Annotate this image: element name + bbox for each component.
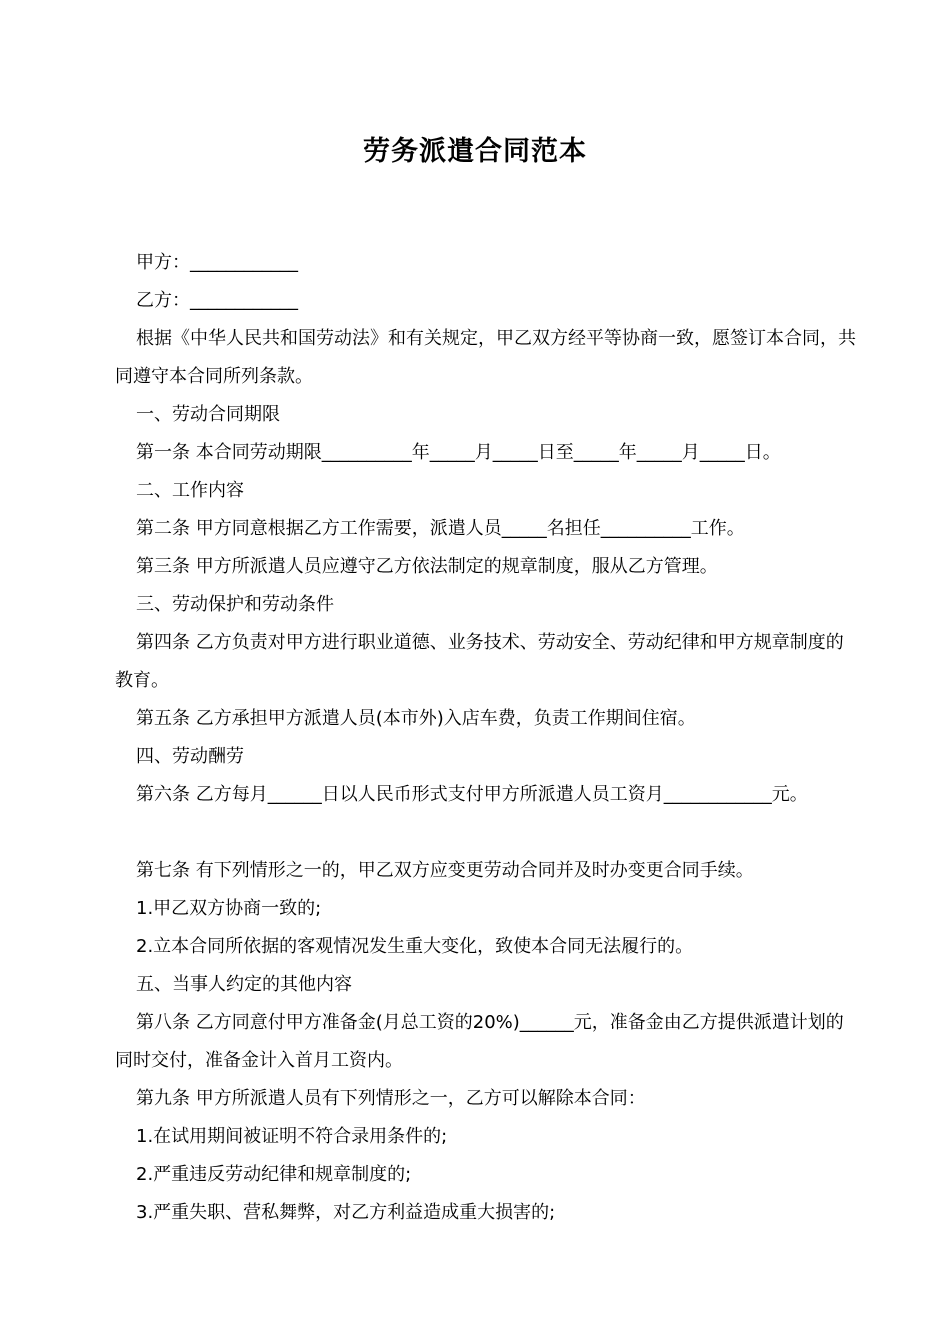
- section-heading-3: 三、劳动保护和劳动条件: [136, 594, 334, 615]
- article-5: 第五条 乙方承担甲方派遣人员(本市外)入店车费，负责工作期间住宿。: [136, 708, 696, 729]
- article-7-item-2: 2.立本合同所依据的客观情况发生重大变化，致使本合同无法履行的。: [136, 936, 694, 957]
- article-2: 第二条 甲方同意根据乙方工作需要，派遣人员_____名担任__________工作。: [136, 518, 745, 539]
- preamble-paragraph: 根据《中华人民共和国劳动法》和有关规定，甲乙双方经平等协商一致，愿签订本合同，共同遵守本合同所列条款。: [115, 328, 856, 387]
- article-4: 第四条 乙方负责对甲方进行职业道德、业务技术、劳动安全、劳动纪律和甲方规章制度的教育。: [115, 632, 844, 691]
- article-8: 第八条 乙方同意付甲方准备金(月总工资的20%)______元，准备金由乙方提供派遣计划的同时交付，准备金计入首月工资内。: [115, 1012, 844, 1071]
- article-3: 第三条 甲方所派遣人员应遵守乙方依法制定的规章制度，服从乙方管理。: [136, 556, 718, 577]
- document-title: 劳务派遣合同范本: [363, 136, 587, 167]
- article-7-item-1: 1.甲乙双方协商一致的;: [136, 898, 322, 919]
- blank-line: [115, 814, 860, 852]
- article-9-item-3: 3.严重失职、营私舞弊，对乙方利益造成重大损害的;: [136, 1202, 556, 1223]
- section-heading-5: 五、当事人约定的其他内容: [136, 974, 352, 995]
- article-9: 第九条 甲方所派遣人员有下列情形之一，乙方可以解除本合同：: [136, 1088, 646, 1109]
- article-7: 第七条 有下列情形之一的，甲乙双方应变更劳动合同并及时办变更合同手续。: [136, 860, 754, 881]
- section-heading-2: 二、工作内容: [136, 480, 244, 501]
- article-9-item-2: 2.严重违反劳动纪律和规章制度的;: [136, 1164, 412, 1185]
- section-heading-4: 四、劳动酬劳: [136, 746, 244, 767]
- contract-body: [115, 244, 860, 1232]
- section-heading-1: 一、劳动合同期限: [136, 404, 280, 425]
- article-9-item-1: 1.在试用期间被证明不符合录用条件的;: [136, 1126, 448, 1147]
- article-6: 第六条 乙方每月______日以人民币形式支付甲方所派遣人员工资月____________元。: [136, 784, 808, 805]
- party-a-line: 甲方：____________: [136, 252, 298, 273]
- article-1: 第一条 本合同劳动期限__________年_____月_____日至_____年_____月_____日。: [136, 442, 781, 463]
- party-b-line: 乙方：____________: [136, 290, 298, 311]
